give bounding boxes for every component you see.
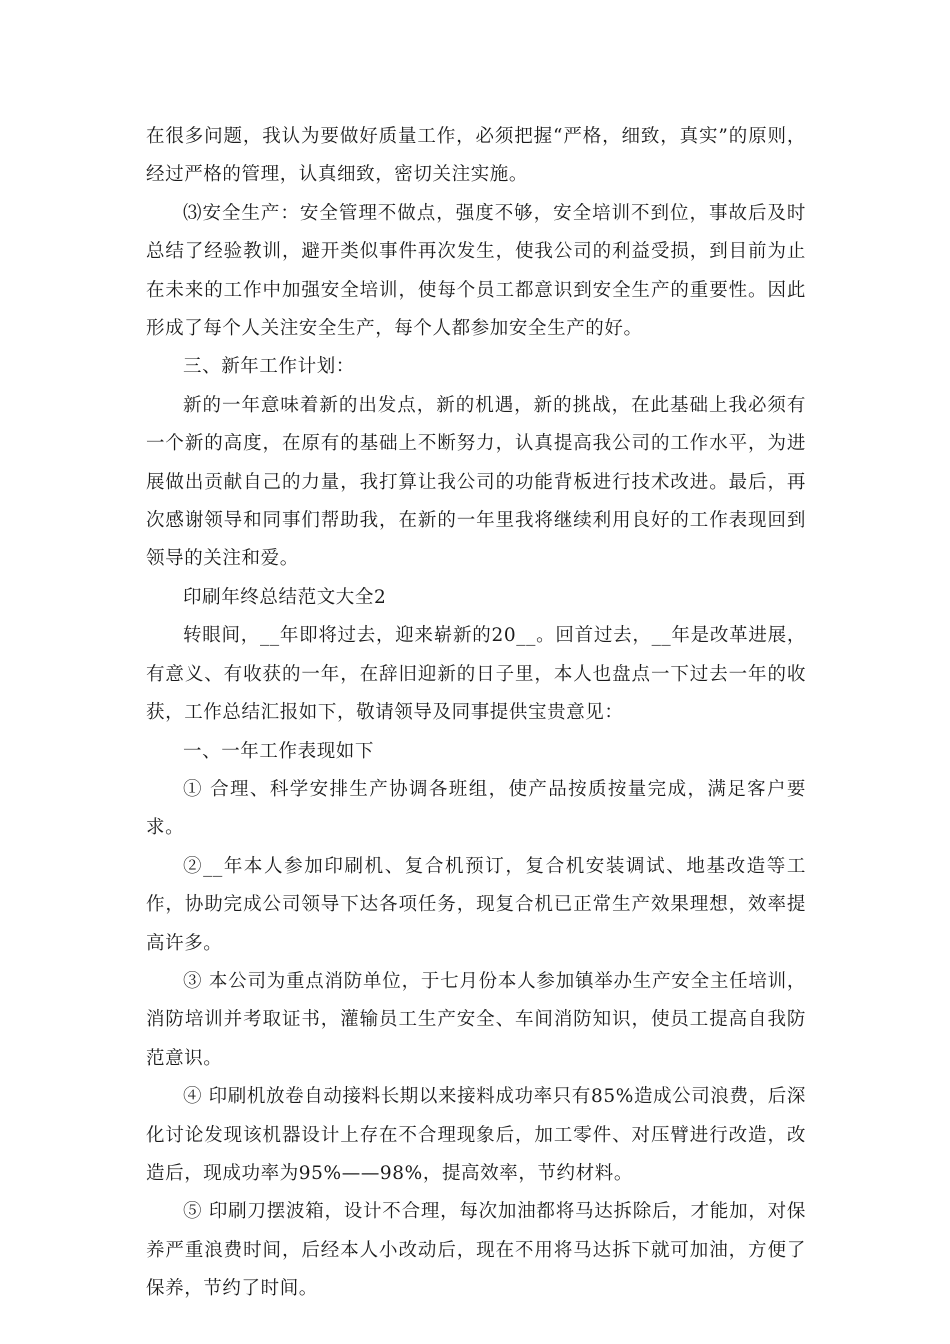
- paragraph-quality-continued: 在很多问题，我认为要做好质量工作，必须把握“严格，细致，真实”的原则，经过严格的管理，认真细致，密切关注实施。: [146, 126, 806, 186]
- heading-article-2: 印刷年终总结范文大全2: [183, 586, 387, 608]
- list-item-1: ① 合理、科学安排生产协调各班组，使产品按质按量完成，满足客户要求。: [146, 778, 806, 839]
- paragraph-new-year-plan: 新的一年意味着新的出发点，新的机遇，新的挑战，在此基础上我必须有一个新的高度，在原有的基础上不断努力，认真提高我公司的工作水平，为进展做出贡献自己的力量，我打算让我公司的功能背板进行技术改进。最后，再次感谢领导和同事们帮助我，在新的一年里我将继续利用良好的工作表现回到领导的关注和爱。: [146, 394, 806, 570]
- heading-new-year-plan: 三、新年工作计划：: [183, 356, 355, 378]
- list-item-4: ④ 印刷机放卷自动接料长期以来接料成功率只有85%造成公司浪费，后深化讨论发现该机器设计上存在不合理现象后，加工零件、对压臂进行改造，改造后，现成功率为95%——98%，提高效率，节约材料。: [146, 1086, 806, 1184]
- paragraph-intro-2: 转眼间，__年即将过去，迎来崭新的20__。回首过去，__年是改革进展，有意义、有收获的一年，在辞旧迎新的日子里，本人也盘点一下过去一年的收获，工作总结汇报如下，敬请领导及同事提供宝贵意见：: [146, 625, 806, 724]
- list-item-2: ②__年本人参加印刷机、复合机预订，复合机安装调试、地基改造等工作，协助完成公司领导下达各项任务，现复合机已正常生产效果理想，效率提高许多。: [146, 855, 806, 954]
- paragraph-safety-production: ⑶安全生产：安全管理不做点，强度不够，安全培训不到位，事故后及时总结了经验教训，避开类似事件再次发生，使我公司的利益受损，到目前为止在未来的工作中加强安全培训，使每个员工都意识到安全生产的重要性。因此形成了每个人关注安全生产，每个人都参加安全生产的好。: [146, 202, 806, 340]
- list-item-3: ③ 本公司为重点消防单位，于七月份本人参加镇举办生产安全主任培训，消防培训并考取证书，灌输员工生产安全、车间消防知识，使员工提高自我防范意识。: [146, 970, 806, 1069]
- document-body: [146, 118, 806, 1309]
- heading-work-performance: 一、一年工作表现如下: [183, 740, 375, 762]
- list-item-5: ⑤ 印刷刀摆波箱，设计不合理，每次加油都将马达拆除后，才能加，对保养严重浪费时间，后经本人小改动后，现在不用将马达拆下就可加油，方便了保养，节约了时间。: [146, 1201, 806, 1300]
